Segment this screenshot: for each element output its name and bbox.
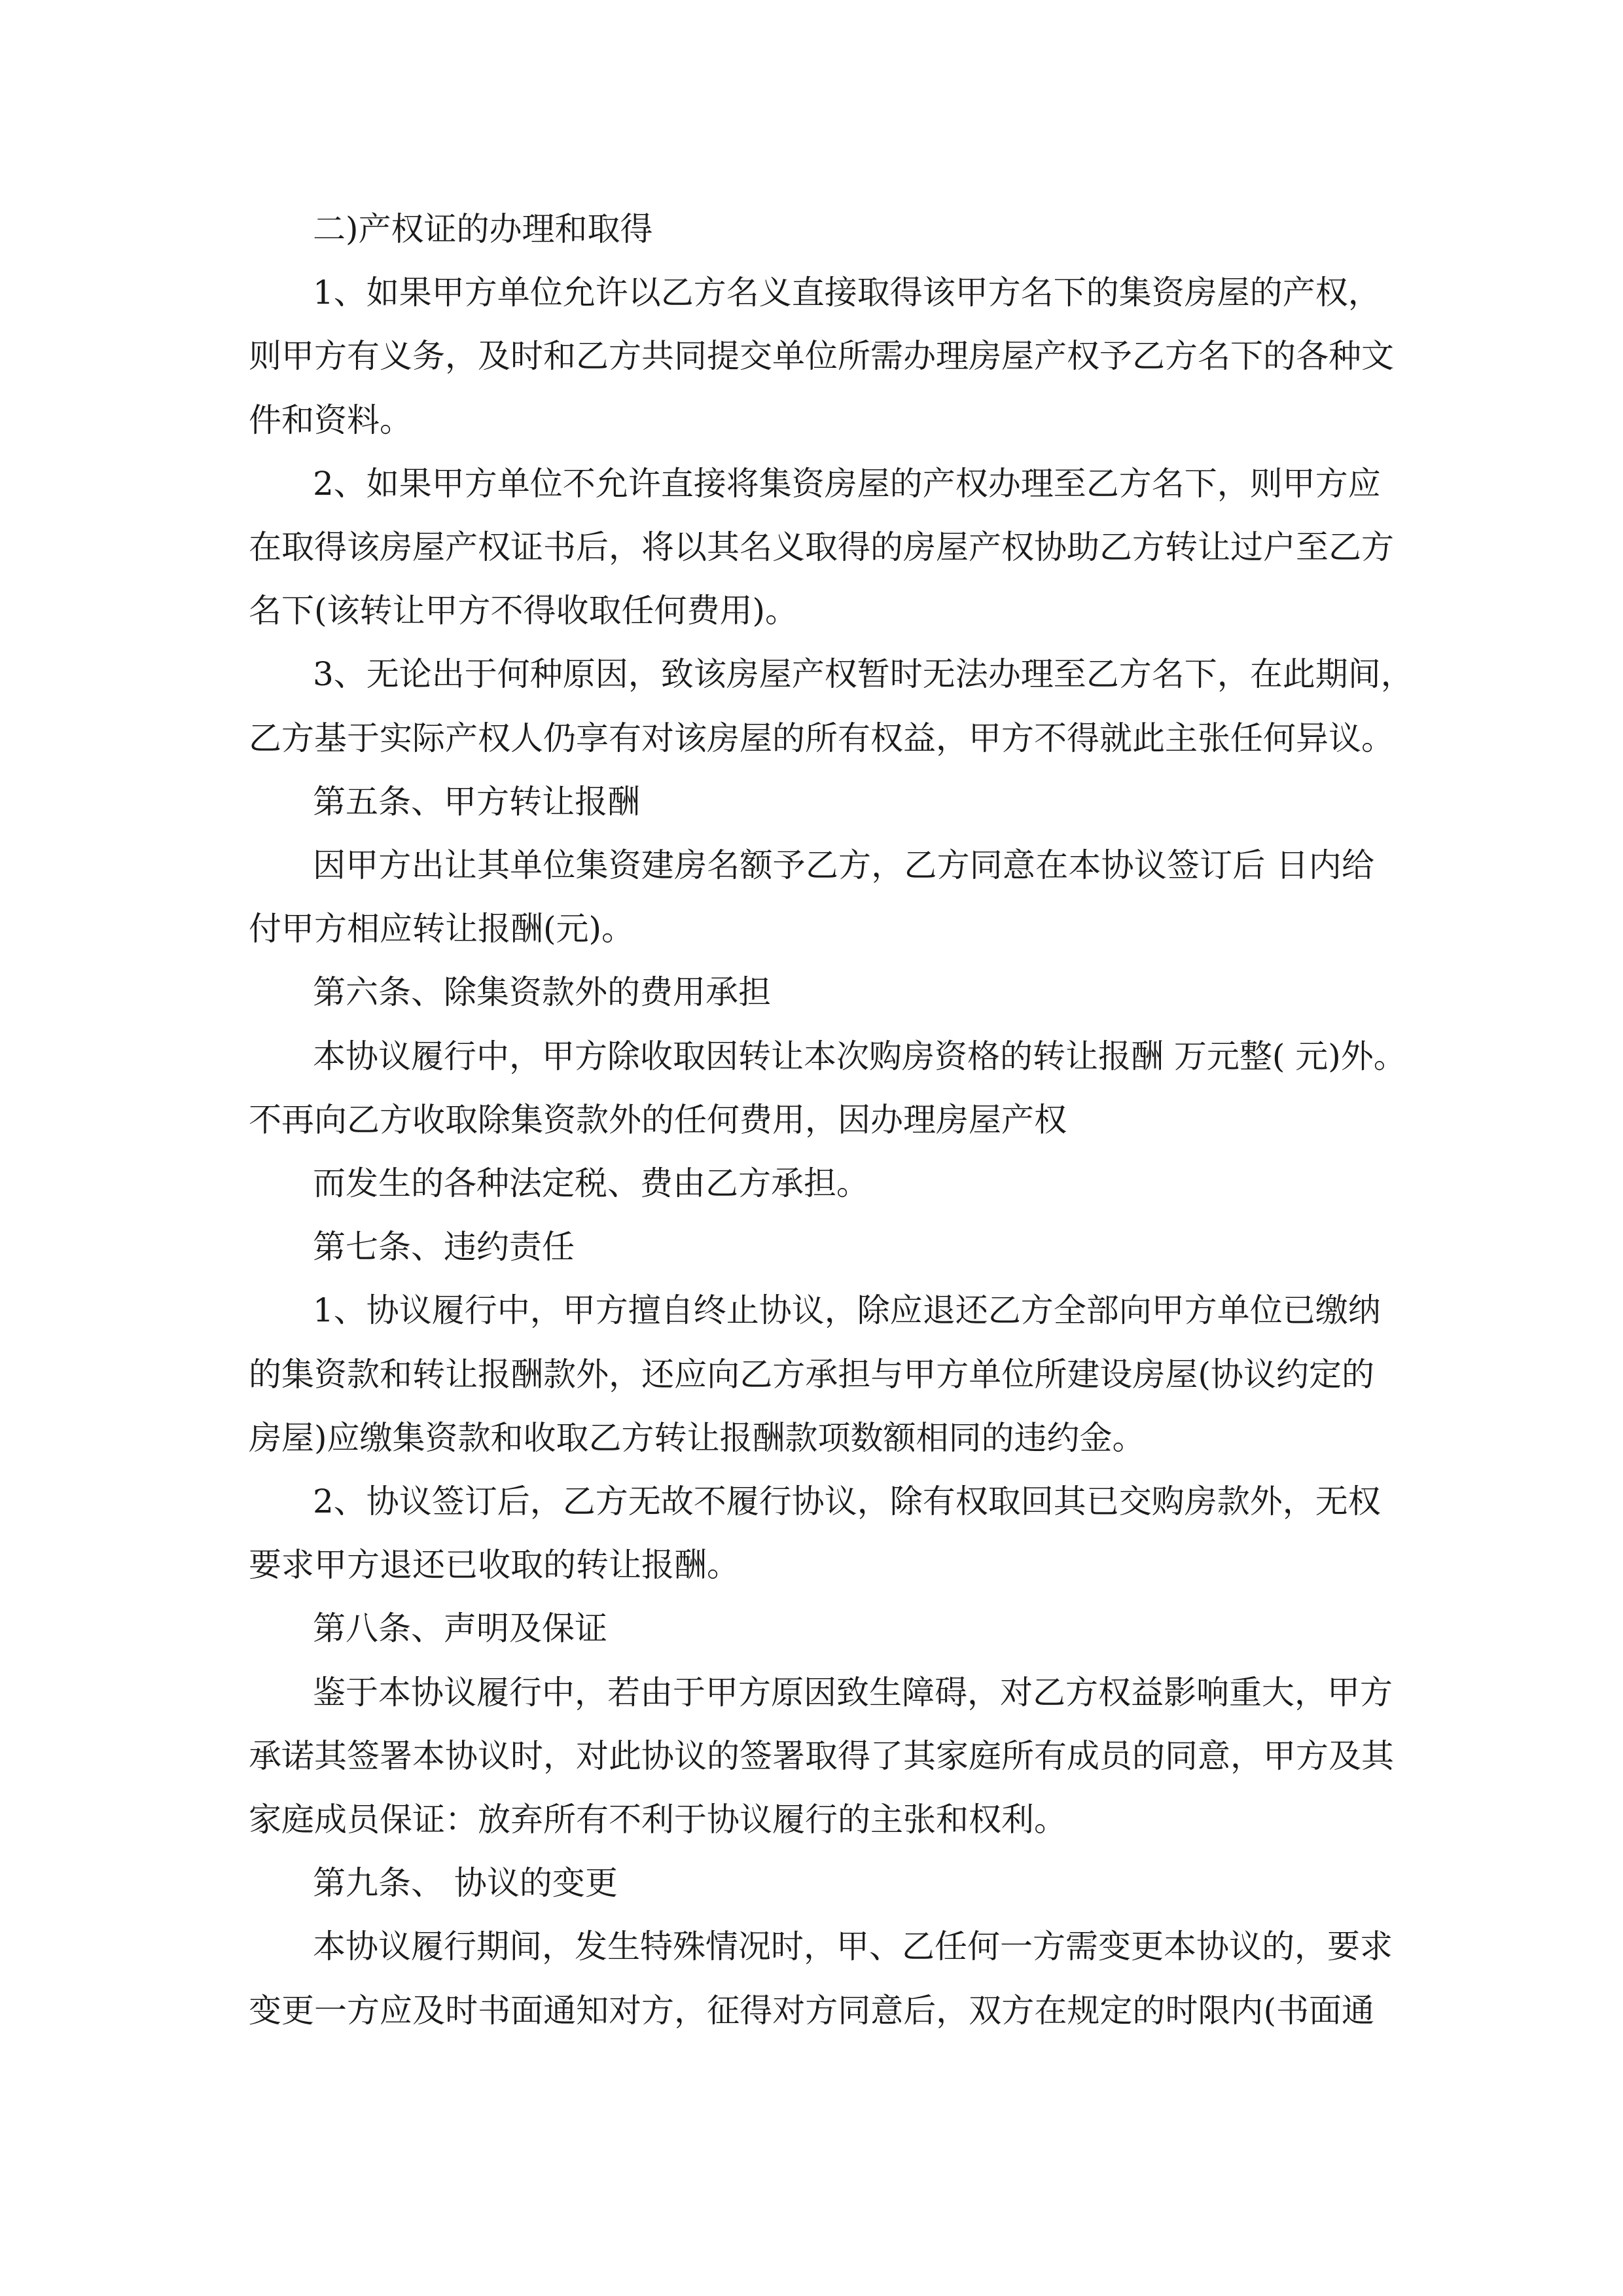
text-line: 变更一方应及时书面通知对方，征得对方同意后，双方在规定的时限内(书面通 [249,1992,1374,2030]
text-line: 件和资料。 [249,401,412,439]
text-line: 本协议履行期间，发生特殊情况时，甲、乙任何一方需变更本协议的，要求 [313,1928,1393,1965]
text-line: 乙方基于实际产权人仍享有对该房屋的所有权益，甲方不得就此主张任何异议。 [249,719,1394,757]
text-line: 名下(该转让甲方不得收取任何费用)。 [249,592,798,630]
text-line: 不再向乙方收取除集资款外的任何费用，因办理房屋产权 [249,1101,1067,1139]
text-line: 第六条、除集资款外的费用承担 [313,973,771,1011]
text-line: 第五条、甲方转让报酬 [313,783,640,821]
text-line: 3、无论出于何种原因，致该房屋产权暂时无法办理至乙方名下，在此期间， [313,655,1414,693]
text-line: 而发生的各种法定税、费由乙方承担。 [313,1164,869,1202]
text-line: 第七条、违约责任 [313,1228,575,1266]
text-line: 鉴于本协议履行中，若由于甲方原因致生障碍，对乙方权益影响重大，甲方 [313,1674,1393,1712]
text-line: 1、协议履行中，甲方擅自终止协议，除应退还乙方全部向甲方单位已缴纳 [313,1291,1381,1329]
text-line: 则甲方有义务，及时和乙方共同提交单位所需办理房屋产权予乙方名下的各种文 [249,337,1394,375]
text-line: 2、如果甲方单位不允许直接将集资房屋的产权办理至乙方名下，则甲方应 [313,465,1381,503]
text-line: 在取得该房屋产权证书后，将以其名义取得的房屋产权协助乙方转让过户至乙方 [249,528,1394,566]
text-line: 第八条、声明及保证 [313,1609,607,1647]
text-line: 的集资款和转让报酬款外，还应向乙方承担与甲方单位所建设房屋(协议约定的 [249,1355,1374,1393]
text-line: 第九条、 协议的变更 [313,1864,618,1902]
text-line: 二)产权证的办理和取得 [313,210,653,248]
text-line: 本协议履行中，甲方除收取因转让本次购房资格的转让报酬 万元整( 元)外。 [313,1037,1406,1075]
text-line: 2、协议签订后，乙方无故不履行协议，除有权取回其已交购房款外，无权 [313,1482,1381,1520]
text-line: 因甲方出让其单位集资建房名额予乙方，乙方同意在本协议签订后 日内给 [313,846,1374,884]
text-line: 1、如果甲方单位允许以乙方名义直接取得该甲方名下的集资房屋的产权， [313,274,1381,312]
text-line: 付甲方相应转让报酬(元)。 [249,910,635,948]
text-line: 要求甲方退还已收取的转让报酬。 [249,1546,740,1584]
text-line: 家庭成员保证：放弃所有不利于协议履行的主张和权利。 [249,1801,1067,1839]
text-line: 房屋)应缴集资款和收取乙方转让报酬款项数额相同的违约金。 [249,1419,1145,1457]
text-line: 承诺其签署本协议时，对此协议的签署取得了其家庭所有成员的同意，甲方及其 [249,1737,1394,1775]
